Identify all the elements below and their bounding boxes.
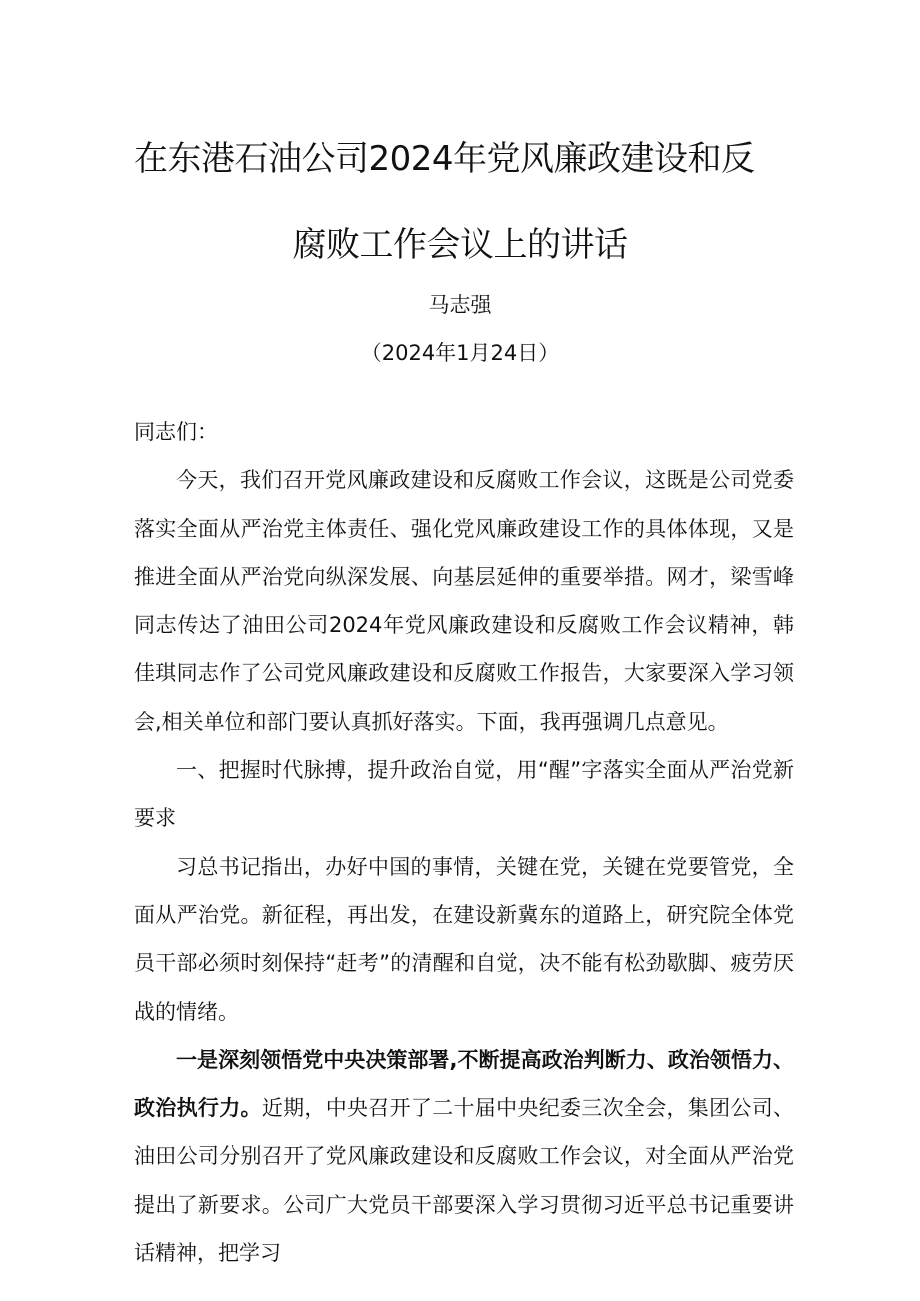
point-1-text: 近期，中央召开了二十届中央纪委三次全会，集团公司、油田公司分别召开了党风廉政建设和反腐败工作会议，对全面从严治党提出了新要求。公司广大党员干部要深入学习贯彻习近平总书记重要讲话精神，把学习 bbox=[134, 1096, 795, 1266]
document-title-line-1: 在东港石油公司2024年党风廉政建设和反 bbox=[134, 139, 755, 179]
document-body bbox=[134, 408, 794, 1277]
document-date: （2024年1月24日） bbox=[360, 341, 560, 365]
section-heading-1: 一、把握时代脉搏，提升政治自觉，用“醒”字落实全面从严治党新要求 bbox=[134, 758, 794, 831]
document-author: 马志强 bbox=[428, 293, 492, 317]
salutation: 同志们： bbox=[134, 420, 218, 444]
point-1-heading: 一是深刻领悟党中央决策部署,不断提高政治判断力、政治领悟力、政治执行力。 bbox=[134, 1047, 794, 1121]
document-title-line-2: 腐败工作会议上的讲话 bbox=[292, 225, 628, 265]
paragraph-intro: 今天，我们召开党风廉政建设和反腐败工作会议，这既是公司党委落实全面从严治党主体责任、强化党风廉政建设工作的具体体现，又是推进全面从严治党向纵深发展、向基层延伸的重要举措。网才，梁雪峰同志传达了油田公司2024年党风廉政建设和反腐败工作会议精神，韩佳琪同志作了公司党风廉政建设和反腐败工作报告，大家要深入学习领会,相关单位和部门要认真抓好落实。下面，我再强调几点意见。 bbox=[134, 468, 794, 734]
paragraph-point-1 bbox=[134, 1036, 794, 1277]
paragraph-section-1: 习总书记指出，办好中国的事情，关键在党，关键在党要管党，全面从严治党。新征程，再出发，在建设新冀东的道路上，研究院全体党员干部必须时刻保持“赶考”的清醒和自觉，决不能有松劲歇脚、疲劳厌战的情绪。 bbox=[134, 854, 794, 1024]
